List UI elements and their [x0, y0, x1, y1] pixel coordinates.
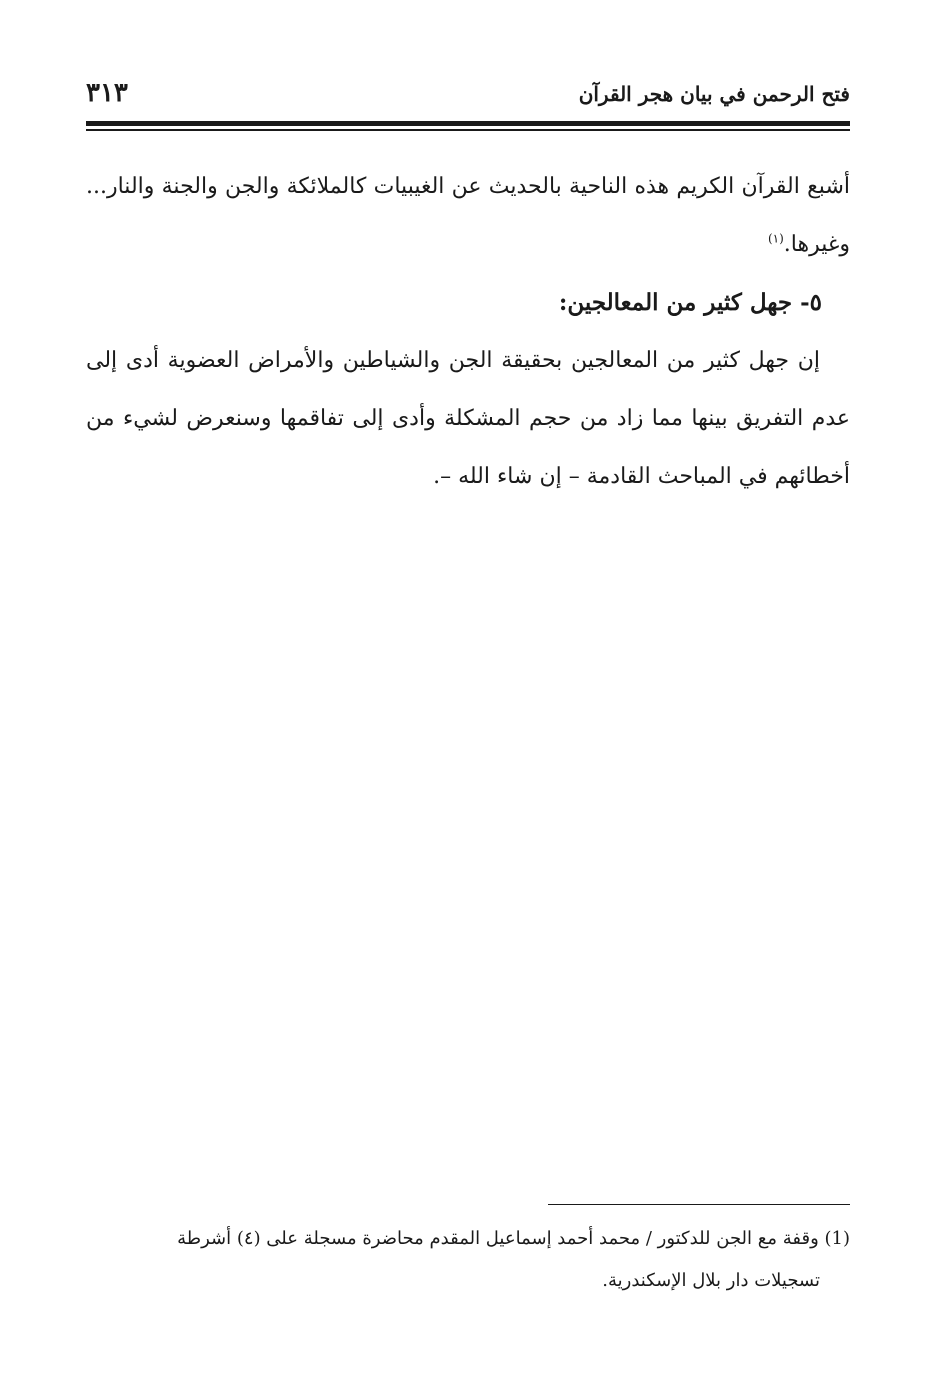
- paragraph-2: إن جهل كثير من المعالجين بحقيقة الجن والشياطين والأمراض العضوية أدى إلى عدم التفريق بينها مما زاد من حجم المشكلة وأدى إلى تفاقمها وسنعرض لشيء من أخطائهم في المباحث القادمة – إن شاء الله –.: [86, 348, 850, 489]
- footnote-block: [86, 1218, 850, 1302]
- book-title: فتح الرحمن في بيان هجر القرآن: [578, 82, 850, 106]
- section-heading: ٥- جهل كثير من المعالجين:: [558, 289, 822, 316]
- footnote-reference: (١): [767, 231, 784, 246]
- page-number: ٣١٣: [86, 78, 128, 108]
- footnote-1-line-2: تسجيلات دار بلال الإسكندرية.: [602, 1270, 820, 1291]
- header-rule-thick: [86, 121, 850, 126]
- footnote-separator: [548, 1204, 850, 1205]
- header-rule-thin: [86, 129, 850, 131]
- paragraph-1: [86, 158, 850, 274]
- main-text: [86, 158, 850, 506]
- running-header: [86, 78, 850, 118]
- paragraph-1-text: أشبع القرآن الكريم هذه الناحية بالحديث عن الغيبيات كالملائكة والجن والجنة والنار... وغيرها.: [86, 174, 850, 257]
- footnote-1-line-1: (1) وقفة مع الجن للدكتور / محمد أحمد إسماعيل المقدم محاضرة مسجلة على (٤) أشرطة: [177, 1228, 850, 1249]
